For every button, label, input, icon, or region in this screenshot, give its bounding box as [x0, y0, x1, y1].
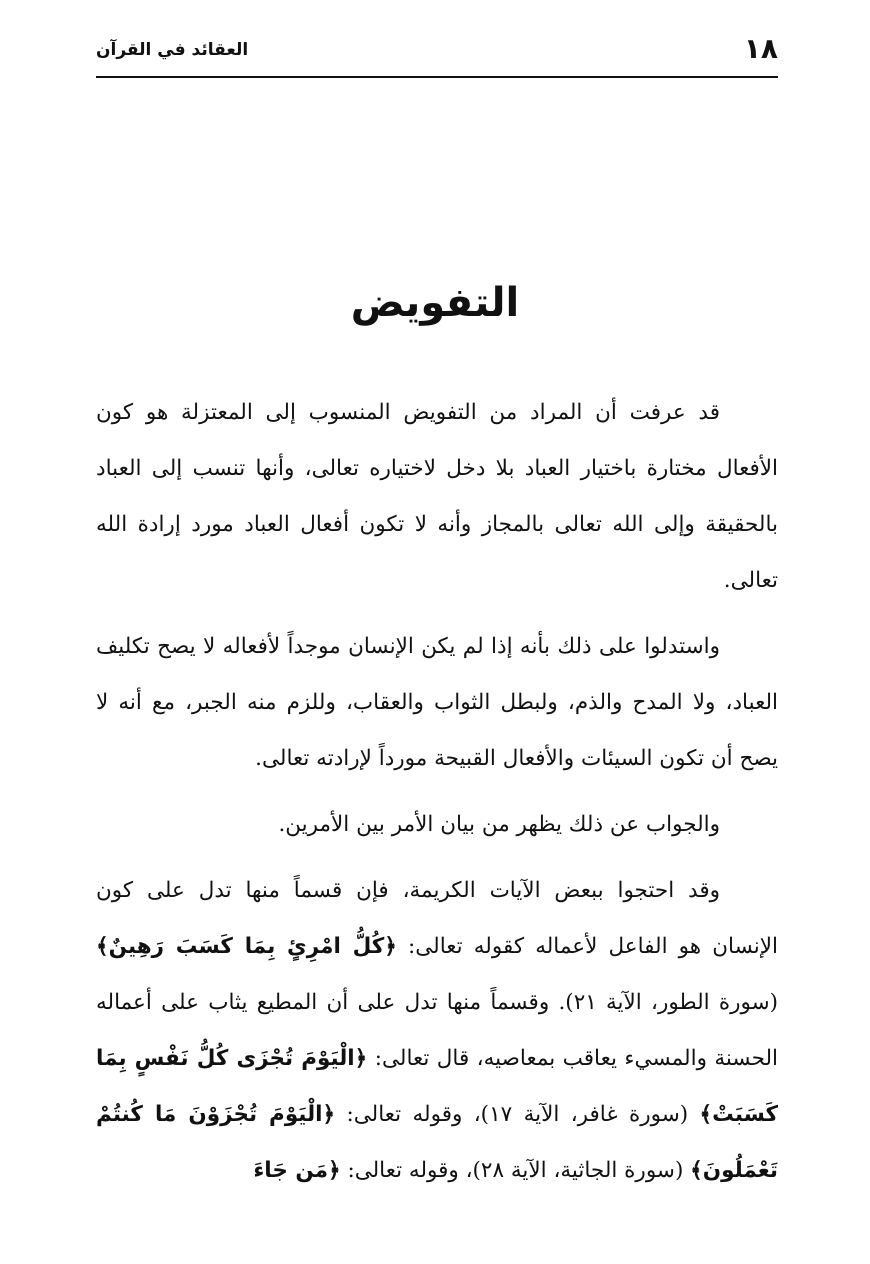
page-header [96, 30, 778, 78]
paragraph: والجواب عن ذلك يظهر من بيان الأمر بين الأمرين. [278, 812, 720, 837]
verse-reference: (سورة الطور، الآية ٢١). وقسماً منها تدل على أن المطيع يثاب على أعماله الحسنة والمسيء يعاقب بمعاصيه، قال تعالى: [96, 990, 779, 1071]
verse-reference: (سورة الجاثية، الآية ٢٨)، وقوله تعالى: [340, 1158, 691, 1183]
quran-verse: ﴿الْيَوْمَ تُجْزَى كُلُّ نَفْسٍ بِمَا كَسَبَتْ﴾ [96, 1046, 779, 1127]
paragraph: واستدلوا على ذلك بأنه إذا لم يكن الإنسان موجداً لأفعاله لا يصح تكليف العباد، ولا المدح والذم، ولبطل الثواب والعقاب، وللزم منه الجبر، مع أنه لا يصح أن تكون السيئات والأفعال القبيحة مورداً لإرادته تعالى. [96, 634, 778, 771]
paragraph: قد عرفت أن المراد من التفويض المنسوب إلى المعتزلة هو كون الأفعال مختارة باختيار العباد بلا دخل لاختياره تعالى، وأنها تنسب إلى العباد بالحقيقة وإلى الله تعالى بالمجاز وأنه لا تكون أفعال العباد مورد إرادة الله تعالى. [96, 400, 778, 593]
chapter-title: التفويض [350, 280, 520, 326]
quran-verse: ﴿مَن جَاءَ [253, 1158, 341, 1183]
quran-verse: ﴿الْيَوْمَ تُجْزَوْنَ مَا كُنتُمْ تَعْمَلُونَ﴾ [96, 1102, 778, 1183]
verse-reference: (سورة غافر، الآية ١٧)، وقوله تعالى: [335, 1102, 700, 1127]
page-number: ١٨ [743, 32, 778, 65]
body-text [96, 385, 778, 1199]
quran-verse: ﴿كُلُّ امْرِئٍ بِمَا كَسَبَ رَهِينٌ﴾ [96, 934, 397, 959]
paragraph-text: وقد احتجوا ببعض الآيات الكريمة، فإن قسماً منها تدل على كون الإنسان هو الفاعل لأعماله كقوله تعالى: [96, 878, 778, 959]
paragraph-verses [96, 863, 778, 1199]
running-title: العقائد في القرآن [96, 40, 249, 60]
